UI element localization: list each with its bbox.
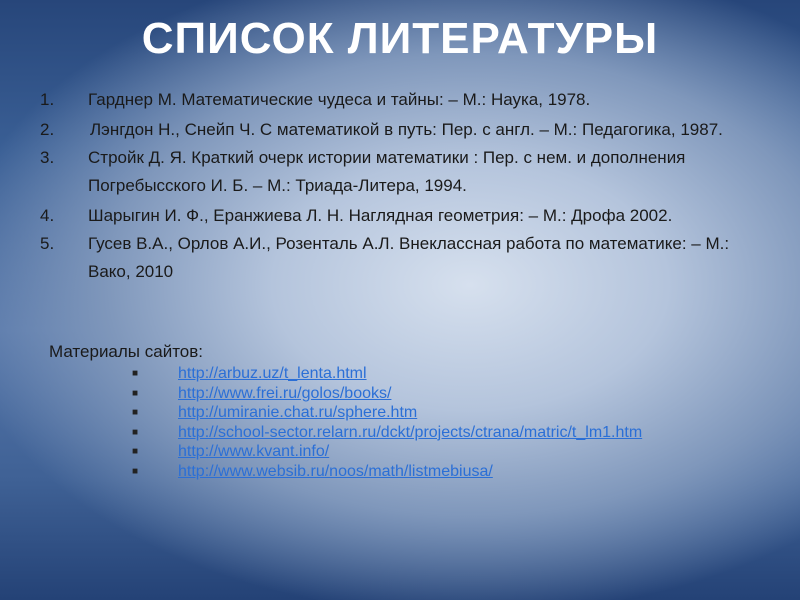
list-item <box>132 384 642 404</box>
page-title: СПИСОК ЛИТЕРАТУРЫ <box>141 14 659 63</box>
link-item[interactable]: http://school-sector.relarn.ru/dckt/projects/ctrana/matric/t_lm1.htm <box>178 423 643 441</box>
square-bullet-icon: ■ <box>132 368 139 379</box>
reference-text: Стройк Д. Я. Краткий очерк истории математики : Пер. с нем. и дополнения Погребысского И. Б. – М.: Триада-Литера, 1994. <box>88 148 686 195</box>
references-list <box>40 86 760 286</box>
materials-label: Материалы сайтов: <box>49 342 204 361</box>
link-item[interactable]: http://umiranie.chat.ru/sphere.htm <box>178 404 418 422</box>
link-item[interactable]: http://arbuz.uz/t_lenta.html <box>178 365 367 382</box>
reference-item <box>40 202 760 230</box>
reference-number: 5. <box>40 234 55 253</box>
reference-text: Лэнгдон Н., Снейп Ч. С математикой в путь: Пер. с англ. – М.: Педагогика, 1987. <box>90 120 723 139</box>
reference-item <box>40 116 760 144</box>
reference-number: 4. <box>40 206 55 225</box>
link-item[interactable]: http://www.websib.ru/noos/math/listmebiusa/ <box>178 462 493 480</box>
list-item <box>132 462 642 482</box>
links-list <box>132 364 642 482</box>
reference-number: 1. <box>40 90 55 109</box>
list-item <box>132 423 642 443</box>
link-item[interactable]: http://www.frei.ru/golos/books/ <box>178 384 392 402</box>
list-item <box>132 364 642 384</box>
reference-number: 3. <box>40 148 55 167</box>
reference-item <box>40 144 760 200</box>
square-bullet-icon: ■ <box>132 426 139 438</box>
square-bullet-icon: ■ <box>132 446 139 458</box>
list-item <box>132 403 642 423</box>
square-bullet-icon: ■ <box>132 465 139 477</box>
link-item[interactable]: http://www.kvant.info/ <box>178 443 330 461</box>
reference-item <box>40 86 760 114</box>
reference-number: 2. <box>40 120 55 139</box>
square-bullet-icon: ■ <box>132 387 139 399</box>
list-item <box>132 442 642 462</box>
reference-item <box>40 230 760 286</box>
square-bullet-icon: ■ <box>132 407 139 419</box>
reference-text: Шарыгин И. Ф., Еранжиева Л. Н. Наглядная геометрия: – М.: Дрофа 2002. <box>88 206 673 225</box>
reference-text: Гусев В.А., Орлов А.И., Розенталь А.Л. Внеклассная работа по математике: – М.: Вако, 2010 <box>88 234 730 281</box>
reference-text: Гарднер М. Математические чудеса и тайны: – М.: Наука, 1978. <box>88 90 591 109</box>
